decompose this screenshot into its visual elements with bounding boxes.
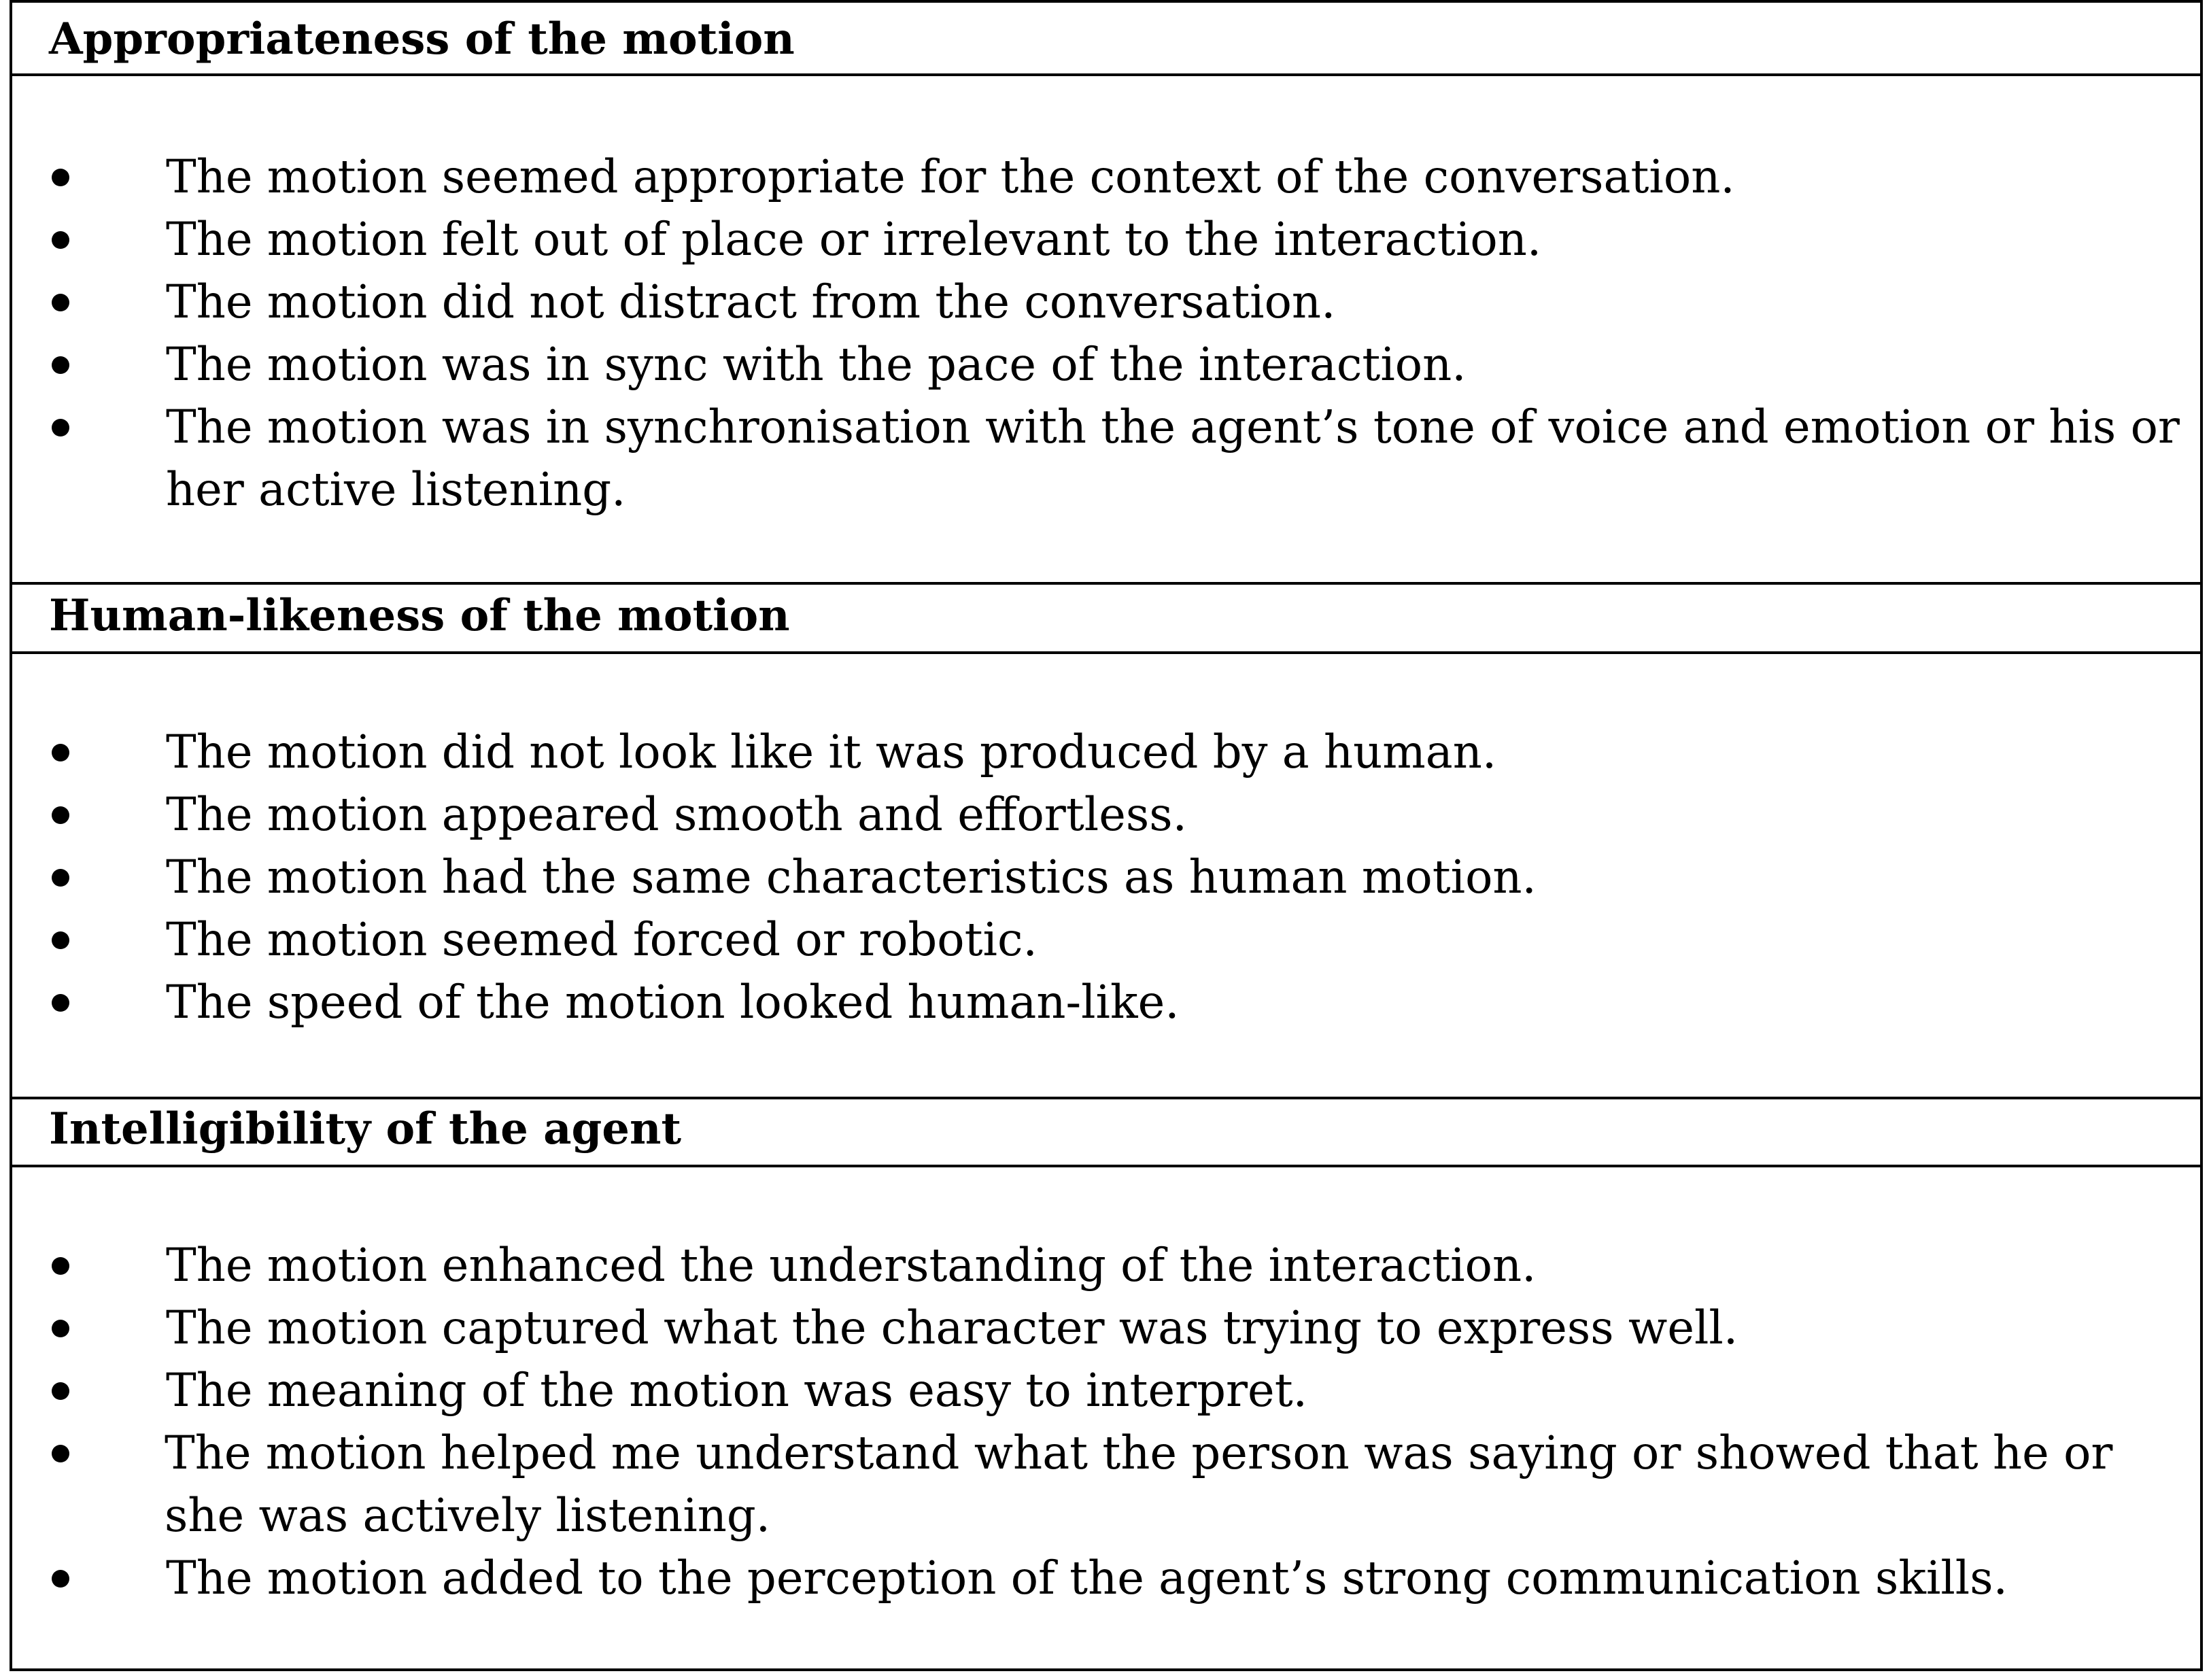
list-item (12, 396, 2200, 521)
bullet-icon (52, 1382, 69, 1400)
item-list (12, 721, 2200, 1033)
section-title: Intelligibility of the agent (49, 1103, 682, 1154)
item-text: The motion seemed appropriate for the context of the conversation. (166, 150, 1735, 203)
list-item (12, 721, 2200, 783)
bullet-icon (52, 931, 69, 949)
list-item (12, 208, 2200, 271)
bullet-icon (52, 356, 69, 374)
item-text: The meaning of the motion was easy to interpret. (166, 1364, 1307, 1417)
bullet-icon (52, 1257, 69, 1275)
item-text: The motion felt out of place or irrelevant to the interaction. (166, 213, 1542, 266)
list-item (12, 846, 2200, 908)
item-text: The motion was in sync with the pace of the interaction. (166, 338, 1467, 391)
section-header-appropriateness (12, 3, 2200, 76)
bullet-icon (52, 869, 69, 887)
list-item (12, 1547, 2200, 1609)
bullet-icon (52, 744, 69, 761)
section-body-human-likeness (12, 654, 2200, 1099)
list-item (12, 1234, 2200, 1297)
item-text: The motion captured what the character was trying to express well. (166, 1301, 1738, 1354)
item-text: The motion added to the perception of the agent’s strong communication skills. (166, 1552, 2008, 1605)
bullet-icon (52, 1570, 69, 1588)
item-text: The motion did not look like it was produced by a human. (166, 725, 1497, 778)
item-text: The motion appeared smooth and effortless. (166, 788, 1187, 841)
item-text: The motion enhanced the understanding of the interaction. (166, 1239, 1537, 1292)
list-item (12, 1422, 2200, 1547)
bullet-icon (52, 806, 69, 824)
questionnaire-table (10, 0, 2203, 1671)
bullet-icon (52, 231, 69, 249)
section-body-appropriateness (12, 76, 2200, 585)
section-body-intelligibility (12, 1167, 2200, 1671)
item-text: The motion helped me understand what the person was saying or showed that he or she was actively listening. (165, 1426, 2113, 1542)
list-item (12, 908, 2200, 971)
list-item (12, 1359, 2200, 1422)
bullet-icon (52, 1320, 69, 1337)
item-list (12, 1234, 2200, 1609)
list-item (12, 1297, 2200, 1359)
item-text: The motion was in synchronisation with the agent’s tone of voice and emotion or his or her active listening. (166, 400, 2180, 516)
item-text: The motion seemed forced or robotic. (166, 913, 1038, 966)
list-item (12, 333, 2200, 396)
list-item (12, 783, 2200, 846)
section-title: Appropriateness of the motion (49, 14, 795, 65)
item-text: The speed of the motion looked human-like. (166, 976, 1180, 1029)
item-text: The motion did not distract from the conversation. (166, 275, 1336, 328)
list-item (12, 971, 2200, 1033)
bullet-icon (52, 419, 69, 436)
section-header-human-likeness (12, 585, 2200, 654)
bullet-icon (52, 169, 69, 186)
item-list (12, 145, 2200, 521)
bullet-icon (52, 294, 69, 311)
list-item (12, 145, 2200, 208)
item-text: The motion had the same characteristics as human motion. (166, 851, 1537, 904)
section-header-intelligibility (12, 1099, 2200, 1167)
list-item (12, 271, 2200, 333)
bullet-icon (52, 994, 69, 1012)
bullet-icon (52, 1445, 69, 1462)
section-title: Human-likeness of the motion (49, 590, 790, 641)
